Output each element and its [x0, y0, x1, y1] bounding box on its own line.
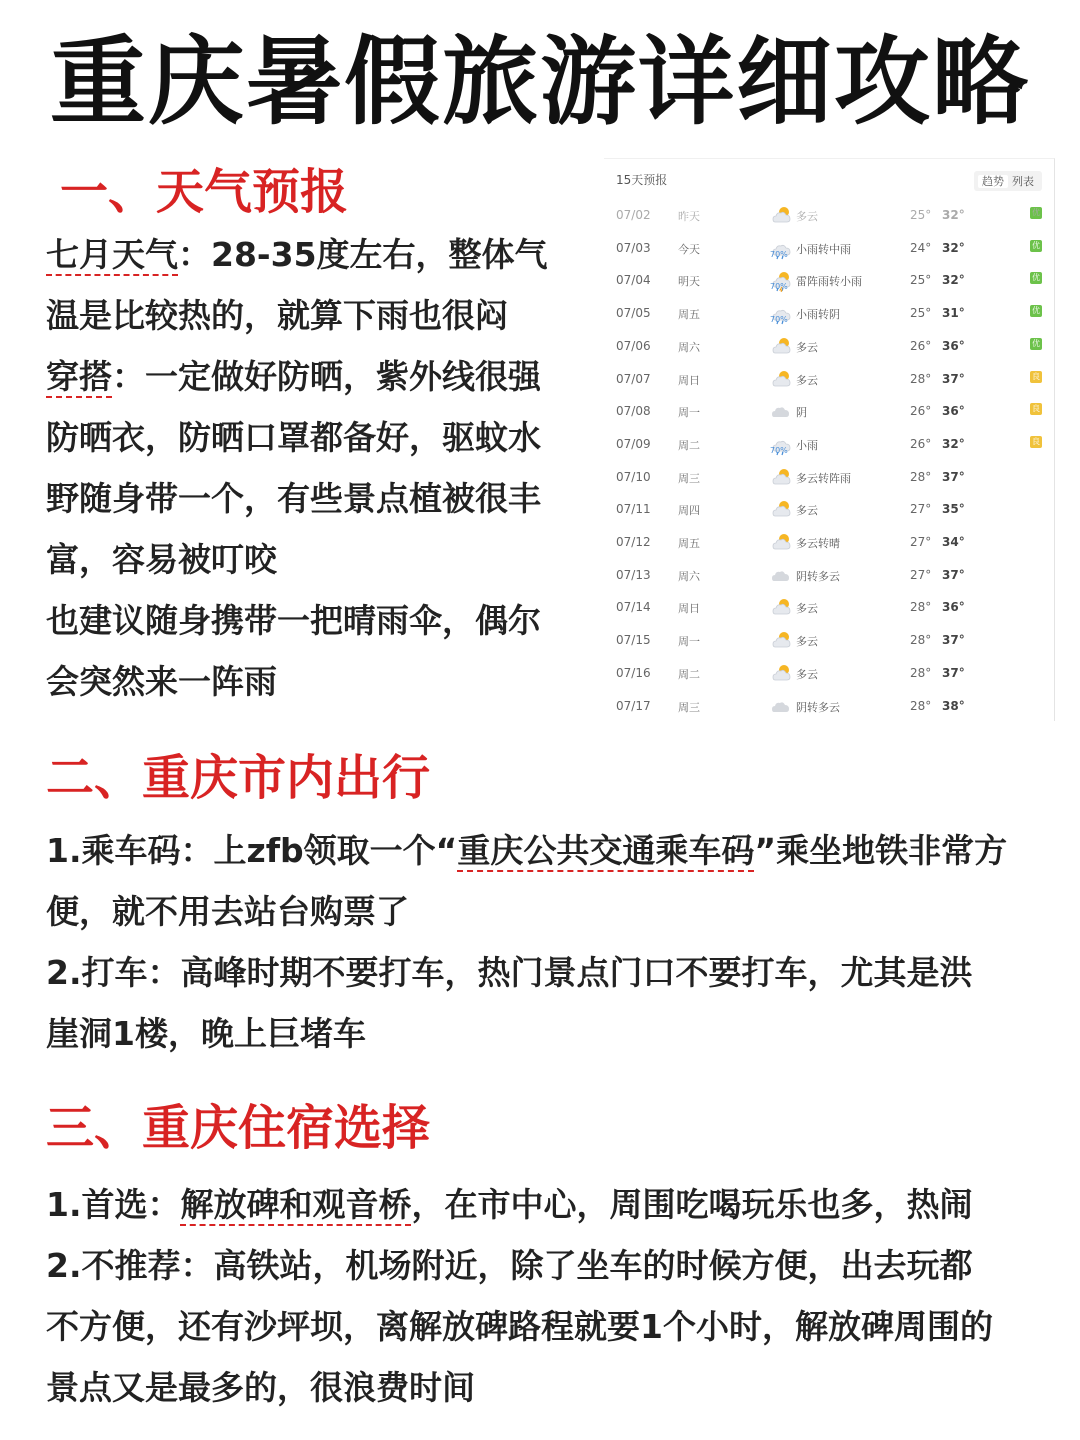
text-segment: 不方便，还有沙坪坝，离解放碑路程就要1个小时，解放碑周围的 [46, 1307, 993, 1346]
forecast-weekday: 周六 [678, 569, 700, 583]
forecast-date: 07/06 [616, 338, 651, 353]
transport-text [46, 820, 1007, 1064]
forecast-row [604, 461, 1054, 493]
forecast-condition: 多云 [796, 373, 818, 387]
partly-cloudy-icon [770, 465, 792, 489]
text-segment: 温是比较热的，就算下雨也很闷 [46, 296, 508, 335]
high-temp: 37° [942, 371, 965, 386]
forecast-condition: 多云 [796, 635, 818, 649]
forecast-date: 07/08 [616, 404, 651, 419]
low-temp: 28° [910, 633, 932, 648]
text-line [46, 942, 1007, 1003]
low-temp: 26° [910, 338, 932, 353]
text-line [46, 651, 548, 712]
text-segment: ”乘坐地铁非常方 [754, 831, 1008, 870]
text-line [46, 407, 548, 468]
text-segment: ：28-35度左右，整体气 [178, 235, 548, 274]
aqi-badge: 优 [1032, 273, 1040, 283]
section-heading-transport: 二、重庆市内出行 [46, 750, 431, 806]
overcast-icon [770, 563, 792, 587]
low-temp: 25° [910, 306, 932, 321]
forecast-date: 07/03 [616, 240, 651, 255]
text-segment: 景点又是最多的，很浪费时间 [46, 1368, 475, 1407]
overcast-icon [770, 694, 792, 718]
forecast-row [604, 330, 1054, 362]
aqi-badge: 良 [1032, 404, 1040, 414]
rain-probability: 70% [770, 445, 788, 455]
highlight-keyword: 解放碑和观音桥 [180, 1185, 412, 1224]
forecast-condition: 多云转晴 [796, 537, 840, 550]
forecast-condition: 阴转多云 [796, 569, 840, 583]
forecast-date: 07/11 [616, 502, 651, 517]
text-segment: 富，容易被叮咬 [46, 540, 277, 579]
forecast-row [604, 232, 1054, 264]
tab-trend[interactable]: 趋势 [978, 175, 1008, 188]
forecast-row [604, 199, 1054, 231]
lodging-text [46, 1174, 993, 1418]
forecast-row [604, 657, 1054, 689]
thunder-rain-icon [770, 268, 792, 292]
forecast-weekday: 周五 [678, 308, 700, 322]
text-line [46, 1357, 993, 1418]
text-segment: ，在市中心，周围吃喝玩乐也多，热闹 [411, 1185, 973, 1224]
low-temp: 28° [910, 665, 932, 680]
high-temp: 32° [942, 273, 965, 288]
forecast-date: 07/15 [616, 633, 651, 648]
forecast-row [604, 591, 1054, 623]
forecast-date: 07/13 [616, 567, 651, 582]
forecast-weekday: 周日 [678, 373, 700, 387]
text-segment: 会突然来一阵雨 [46, 662, 277, 701]
overcast-icon [770, 399, 792, 423]
tab-list[interactable]: 列表 [1012, 175, 1034, 188]
aqi-badge: 优 [1032, 338, 1040, 348]
page-title: 重庆暑假旅游详细攻略 [50, 26, 1030, 138]
text-line [46, 346, 548, 407]
aqi-badge: 优 [1032, 208, 1040, 217]
low-temp: 28° [910, 469, 932, 484]
rain-icon [770, 432, 792, 456]
high-temp: 35° [942, 502, 965, 517]
text-segment: 便，就不用去站台购票了 [46, 892, 409, 931]
text-segment: 2.不推荐：高铁站，机场附近，除了坐车的时候方便，出去玩都 [46, 1246, 973, 1285]
forecast-row [604, 264, 1054, 296]
forecast-condition: 小雨转阴 [796, 308, 840, 322]
view-toggle[interactable] [974, 171, 1042, 191]
forecast-weekday: 周三 [678, 700, 700, 714]
high-temp: 36° [942, 404, 965, 419]
forecast-condition: 雷阵雨转小雨 [796, 275, 862, 289]
highlight-keyword: 七月天气 [46, 235, 178, 274]
text-line [46, 1235, 993, 1296]
forecast-condition: 多云 [796, 210, 818, 223]
partly-cloudy-icon [770, 203, 792, 227]
high-temp: 36° [942, 600, 965, 615]
text-segment: 1.乘车码：上zfb领取一个“ [46, 831, 458, 870]
forecast-date: 07/17 [616, 698, 651, 713]
section-heading-lodging: 三、重庆住宿选择 [46, 1100, 431, 1156]
forecast-weekday: 昨天 [678, 210, 700, 223]
forecast-row [604, 493, 1054, 525]
forecast-condition: 多云 [796, 340, 818, 354]
rain-probability: 70% [770, 315, 788, 325]
high-temp: 36° [942, 338, 965, 353]
text-line [46, 881, 1007, 942]
high-temp: 32° [942, 208, 965, 222]
forecast-weekday: 周一 [678, 635, 700, 649]
text-segment: 2.打车：高峰时期不要打车，热门景点门口不要打车，尤其是洪 [46, 953, 973, 992]
text-line [46, 529, 548, 590]
forecast-weekday: 周五 [678, 537, 700, 550]
high-temp: 34° [942, 535, 965, 549]
forecast-weekday: 周二 [678, 438, 700, 452]
rain-probability: 70% [770, 282, 788, 292]
aqi-badge: 良 [1032, 371, 1040, 381]
forecast-condition: 多云 [796, 667, 818, 681]
forecast-row [604, 624, 1054, 656]
text-line [46, 285, 548, 346]
low-temp: 25° [910, 273, 932, 288]
partly-cloudy-icon [770, 595, 792, 619]
forecast-condition: 多云 [796, 602, 818, 616]
low-temp: 26° [910, 404, 932, 419]
high-temp: 38° [942, 698, 965, 713]
rain-probability: 70% [770, 249, 788, 259]
low-temp: 26° [910, 436, 932, 451]
rain-icon [770, 301, 792, 325]
aqi-badge: 良 [1032, 436, 1040, 446]
forecast-row [604, 428, 1054, 460]
forecast-row [604, 297, 1054, 329]
text-line [46, 468, 548, 529]
forecast-weekday: 周一 [678, 406, 700, 420]
forecast-weekday: 周二 [678, 667, 700, 681]
forecast-row [604, 559, 1054, 591]
forecast-row [604, 526, 1054, 558]
text-segment: ：一定做好防晒，紫外线很强 [112, 357, 541, 396]
forecast-weekday: 明天 [678, 275, 700, 289]
aqi-badge: 优 [1032, 240, 1040, 250]
text-line [46, 820, 1007, 881]
forecast-date: 07/02 [616, 208, 651, 222]
forecast-date: 07/14 [616, 600, 651, 615]
low-temp: 25° [910, 208, 932, 222]
forecast-date: 07/05 [616, 306, 651, 321]
text-line [46, 1296, 993, 1357]
forecast-row [604, 690, 1054, 722]
forecast-weekday: 周三 [678, 471, 700, 485]
partly-cloudy-icon [770, 661, 792, 685]
partly-cloudy-icon [770, 367, 792, 391]
high-temp: 32° [942, 240, 965, 255]
partly-cloudy-icon [770, 628, 792, 652]
highlight-keyword: 重庆公共交通乘车码 [457, 831, 755, 870]
high-temp: 37° [942, 633, 965, 648]
high-temp: 37° [942, 469, 965, 484]
forecast-title: 15天预报 [616, 173, 668, 187]
high-temp: 37° [942, 665, 965, 680]
text-segment: 1.首选： [46, 1185, 181, 1224]
partly-cloudy-icon [770, 334, 792, 358]
text-segment: 防晒衣，防晒口罩都备好，驱蚊水 [46, 418, 541, 457]
forecast-date: 07/16 [616, 665, 651, 680]
low-temp: 28° [910, 371, 932, 386]
forecast-condition: 小雨转中雨 [796, 242, 851, 256]
low-temp: 28° [910, 600, 932, 615]
high-temp: 31° [942, 306, 965, 321]
highlight-keyword: 穿搭 [46, 357, 112, 396]
forecast-row [604, 363, 1054, 395]
forecast-weekday: 今天 [678, 242, 700, 256]
forecast-date: 07/10 [616, 469, 651, 484]
partly-cloudy-icon [770, 530, 792, 554]
text-line [46, 590, 548, 651]
forecast-date: 07/09 [616, 436, 651, 451]
forecast-condition: 小雨 [796, 438, 818, 452]
text-line [46, 224, 548, 285]
weather-forecast-panel [604, 158, 1055, 721]
forecast-condition: 阴转多云 [796, 700, 840, 714]
text-segment: 野随身带一个，有些景点植被很丰 [46, 479, 541, 518]
low-temp: 27° [910, 535, 932, 549]
forecast-condition: 阴 [796, 406, 807, 420]
text-segment: 崖洞1楼，晚上巨堵车 [46, 1014, 366, 1053]
forecast-row [604, 395, 1054, 427]
forecast-condition: 多云转阵雨 [796, 471, 851, 485]
forecast-weekday: 周日 [678, 602, 700, 616]
text-segment: 也建议随身携带一把晴雨伞，偶尔 [46, 601, 541, 640]
low-temp: 27° [910, 567, 932, 582]
text-line [46, 1174, 993, 1235]
high-temp: 32° [942, 436, 965, 451]
rain-icon [770, 236, 792, 260]
forecast-condition: 多云 [796, 504, 818, 518]
aqi-badge: 优 [1032, 306, 1040, 316]
text-line [46, 1003, 1007, 1064]
high-temp: 37° [942, 567, 965, 582]
forecast-weekday: 周四 [678, 504, 700, 518]
forecast-weekday: 周六 [678, 340, 700, 354]
weather-advice-text [46, 224, 548, 712]
low-temp: 27° [910, 502, 932, 517]
low-temp: 24° [910, 240, 932, 255]
section-heading-weather: 一、天气预报 [60, 164, 349, 220]
forecast-date: 07/12 [616, 535, 651, 549]
partly-cloudy-icon [770, 497, 792, 521]
forecast-date: 07/04 [616, 273, 651, 288]
forecast-date: 07/07 [616, 371, 651, 386]
low-temp: 28° [910, 698, 932, 713]
